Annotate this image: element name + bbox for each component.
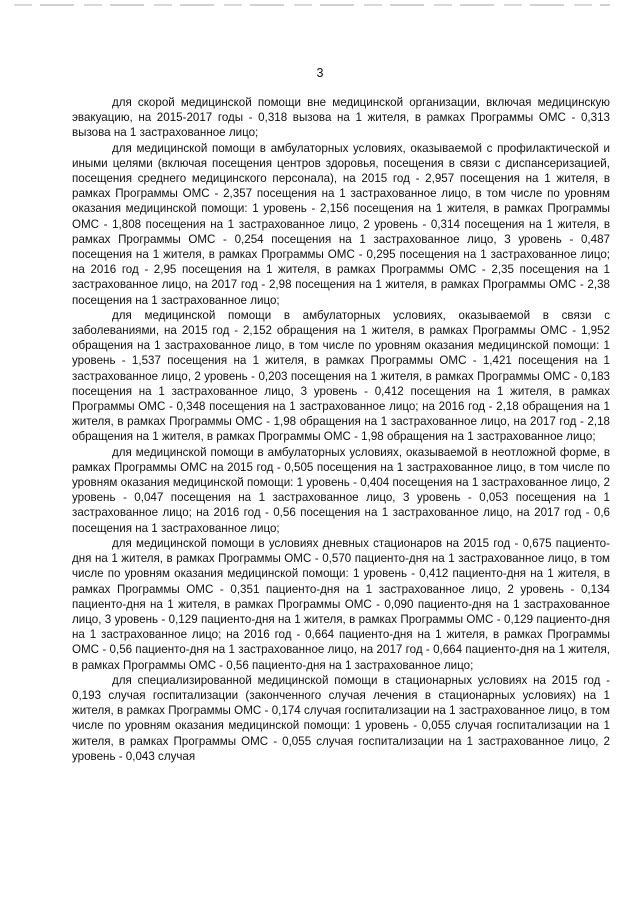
paragraph-day-hospital: для медицинской помощи в условиях дневных стационаров на 2015 год - 0,675 пациенто-дня на 1 жителя, в рамках Программы ОМС - 0,570 пациенто-дня на 1 застрахованное лицо, в том числе по уровням оказания медицинской помощи: 1 уровень - 0,412 пациенто-дня на 1 жителя, в рамках Программы ОМС - 0,351 пациенто-дня на 1 застрахованное лицо, 2 уровень - 0,134 пациенто-дня на 1 жителя, в рамках Программы ОМС - 0,090 пациенто-дня на 1 застрахованное лицо, 3 уровень - 0,129 пациенто-дня на 1 жителя, в рамках Программы ОМС - 0,129 пациенто-дня на 1 застрахованное лицо; на 2016 год - 0,664 пациенто-дня на 1 жителя, в рамках Программы ОМС - 0,56 пациенто-дня на 1 застрахованное лицо, на 2017 год - 0,664 пациенто-дня на 1 жителя, в рамках Программы ОМС - 0,56 пациенто-дня на 1 застрахованное лицо; [72, 536, 610, 672]
paragraph-outpatient-disease: для медицинской помощи в амбулаторных условиях, оказываемой в связи с заболеваниями, на 2015 год - 2,152 обращения на 1 жителя, в рамках Программы ОМС - 1,952 обращения на 1 застрахованное лицо, в том числе по уровням оказания медицинской помощи: 1 уровень - 1,537 посещения на 1 жителя, в рамках Программы ОМС - 1,421 посещения на 1 застрахованное лицо, 2 уровень - 0,203 посещения на 1 жителя, в рамках Программы ОМС - 0,183 посещения на 1 застрахованное лицо, 3 уровень - 0,412 посещения на 1 жителя, в рамках Программы ОМС - 0,348 посещения на 1 застрахованное лицо; на 2016 год - 2,18 обращения на 1 жителя, в рамках Программы ОМС - 1,98 обращения на 1 застрахованное лицо, на 2017 год - 2,18 обращения на 1 жителя, в рамках Программы ОМС - 1,98 обращения на 1 застрахованное лицо; [72, 308, 610, 444]
document-body [72, 95, 610, 764]
paragraph-inpatient-specialized: для специализированной медицинской помощи в стационарных условиях на 2015 год - 0,193 случая госпитализации (законченного случая лечения в стационарных условиях) на 1 жителя, в рамках Программы ОМС - 0,174 случая госпитализации на 1 застрахованное лицо, в том числе по уровням оказания медицинской помощи: 1 уровень - 0,055 случая госпитализации на 1 жителя, в рамках Программы ОМС - 0,055 случая госпитализации на 1 застрахованное лицо, 2 уровень - 0,043 случая [72, 673, 610, 763]
paragraph-emergency-care: для скорой медицинской помощи вне медицинской организации, включая медицинскую эвакуацию, на 2015-2017 годы - 0,318 вызова на 1 жителя, в рамках Программы ОМС - 0,313 вызова на 1 застрахованное лицо; [72, 96, 610, 140]
paragraph-outpatient-preventive: для медицинской помощи в амбулаторных условиях, оказываемой с профилактической и иными целями (включая посещения центров здоровья, посещения в связи с диспансеризацией, посещения среднего медицинского персонала), на 2015 год - 2,957 посещения на 1 жителя, в рамках Программы ОМС - 2,357 посещения на 1 застрахованное лицо, в том числе по уровням оказания медицинской помощи: 1 уровень - 2,156 посещения на 1 жителя, в рамках Программы ОМС - 1,808 посещения на 1 застрахованное лицо, 2 уровень - 0,314 посещения на 1 жителя, в рамках Программы ОМС - 0,254 посещения на 1 застрахованное лицо, 3 уровень - 0,487 посещения на 1 жителя, в рамках Программы ОМС - 0,295 посещения на 1 застрахованное лицо; на 2016 год - 2,95 посещения на 1 жителя, в рамках Программы ОМС - 2,35 посещения на 1 застрахованное лицо, на 2017 год - 2,98 посещения на 1 жителя, в рамках Программы ОМС - 2,38 посещения на 1 застрахованное лицо; [72, 141, 610, 307]
paragraph-outpatient-urgent: для медицинской помощи в амбулаторных условиях, оказываемой в неотложной форме, в рамках Программы ОМС на 2015 год - 0,505 посещения на 1 застрахованное лицо, в том числе по уровням оказания медицинской помощи: 1 уровень - 0,404 посещения на 1 застрахованное лицо, 2 уровень - 0,047 посещения на 1 застрахованное лицо, 3 уровень - 0,053 посещения на 1 застрахованное лицо; на 2016 год - 0,56 посещения на 1 застрахованное лицо, на 2017 год - 0,6 посещения на 1 застрахованное лицо; [72, 445, 610, 535]
page-number: 3 [316, 66, 324, 80]
scan-artifact-line [14, 4, 610, 6]
